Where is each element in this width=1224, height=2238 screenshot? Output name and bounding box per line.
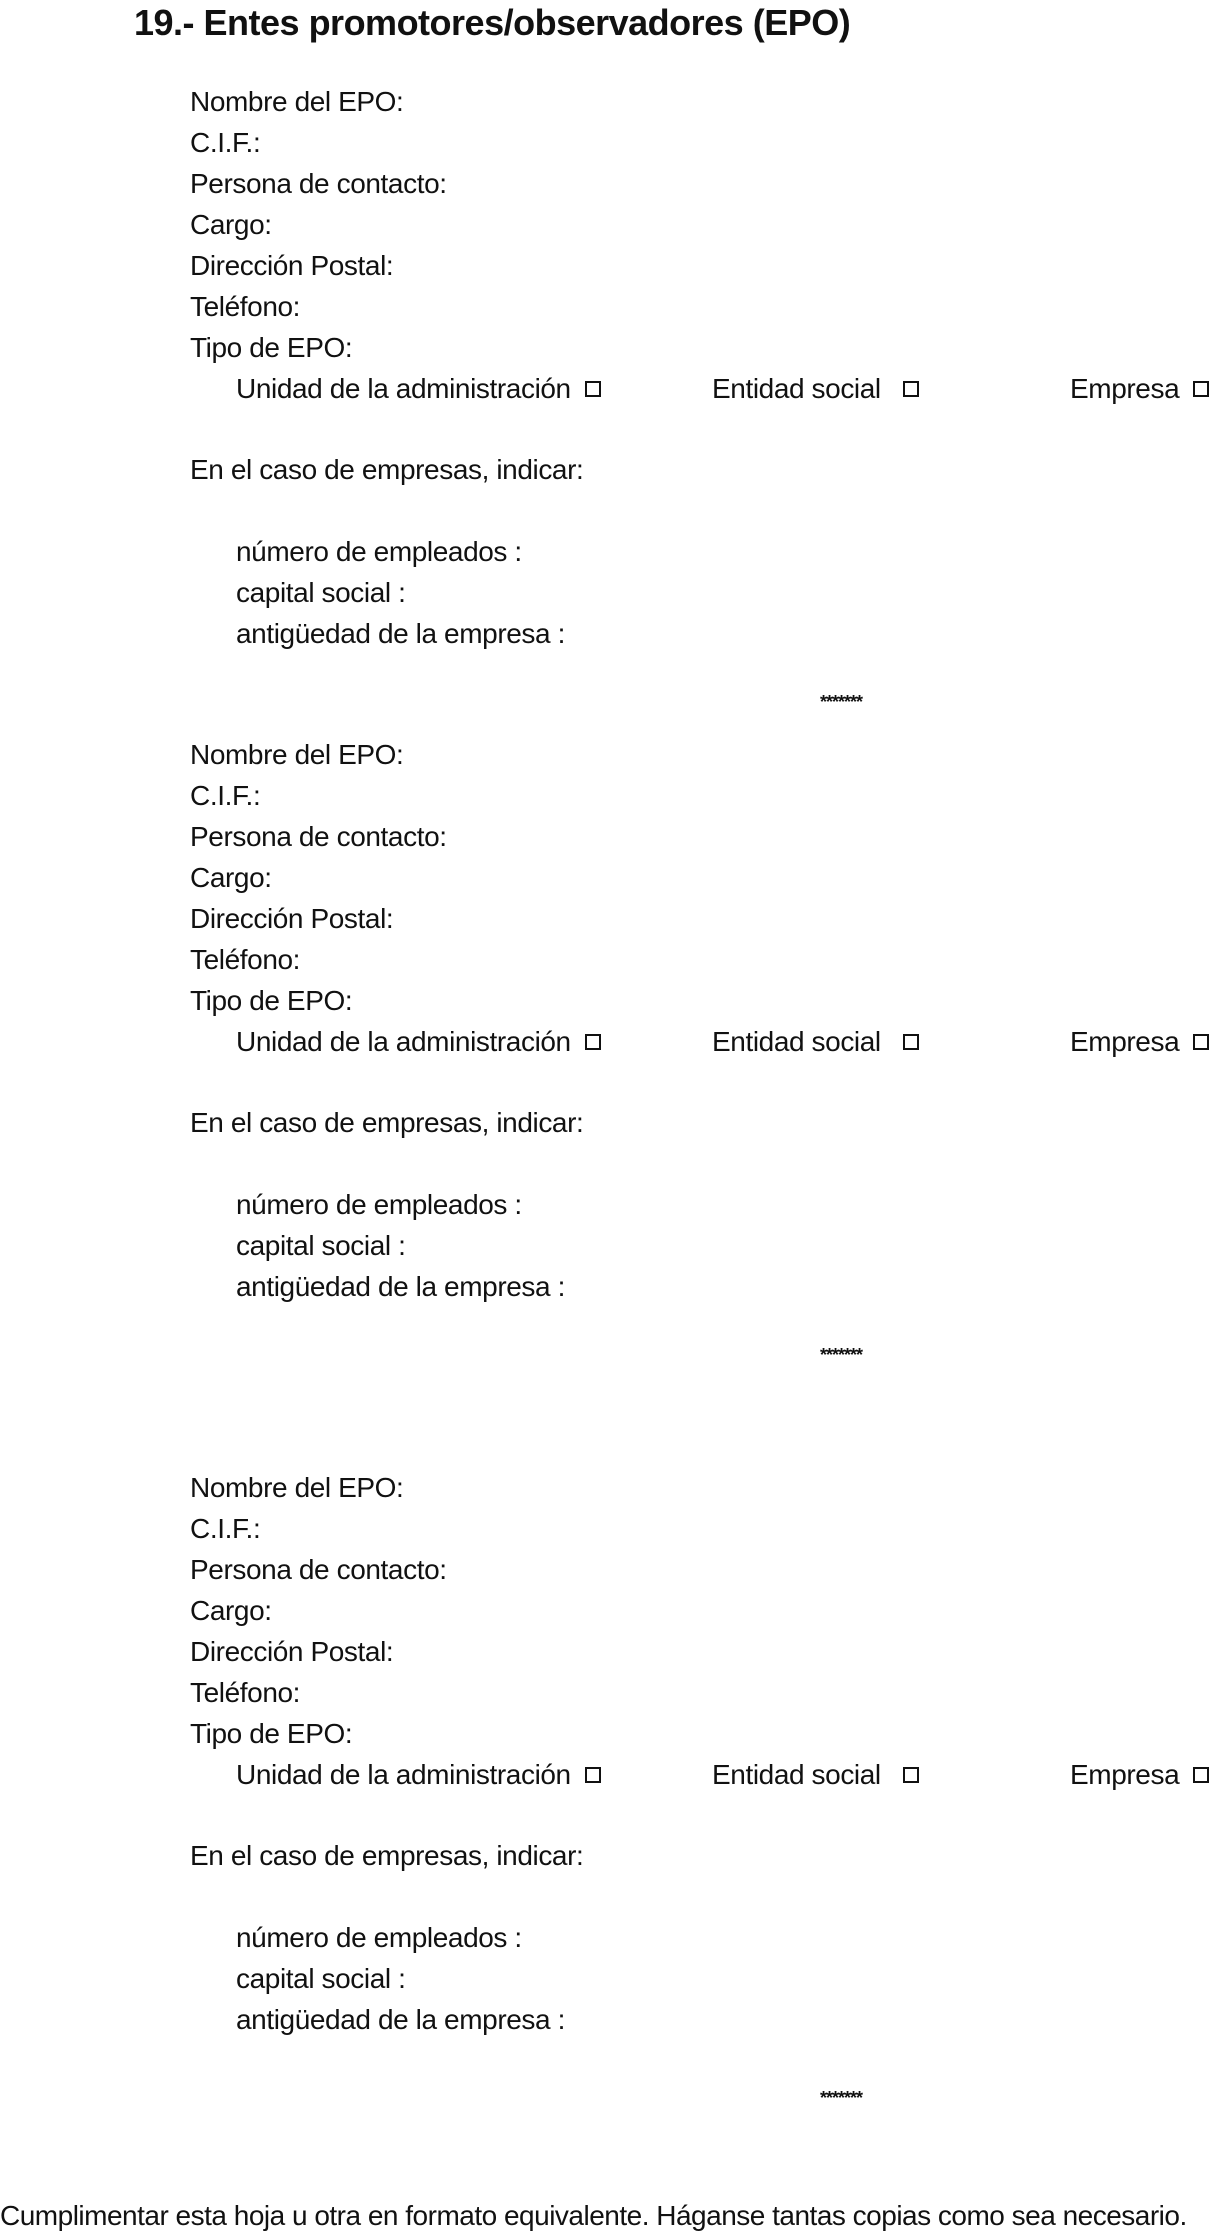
option-unidad-administracion[interactable] [236,1028,601,1056]
option-empresa-label: Empresa [1070,373,1180,404]
separator-stars: ******* [820,2088,863,2108]
field-cargo: Cargo: [190,1595,272,1626]
empresas-note: En el caso de empresas, indicar: [190,1107,584,1138]
checkbox-empresa[interactable] [1193,1767,1209,1783]
field-nombre: Nombre del EPO: [190,1472,404,1503]
field-tipo-epo: Tipo de EPO: [190,332,353,363]
field-tipo-epo: Tipo de EPO: [190,985,353,1016]
option-entidad-social[interactable] [712,1028,919,1056]
field-cargo: Cargo: [190,209,272,240]
option-unidad-label: Unidad de la administración [236,373,571,404]
field-direccion-postal: Dirección Postal: [190,1636,394,1667]
field-numero-empleados: número de empleados : [236,1922,522,1953]
footer-note: Cumplimentar esta hoja u otra en formato equivalente. Háganse tantas copias como sea necesario. [0,2200,1187,2231]
field-antiguedad-empresa: antigüedad de la empresa : [236,618,565,649]
checkbox-empresa[interactable] [1193,1034,1209,1050]
option-entidad-social[interactable] [712,375,919,403]
checkbox-unidad[interactable] [585,1034,601,1050]
field-capital-social: capital social : [236,1230,406,1261]
option-unidad-label: Unidad de la administración [236,1026,571,1057]
field-telefono: Teléfono: [190,291,301,322]
field-capital-social: capital social : [236,577,406,608]
epo-section-2 [0,741,1224,1381]
option-empresa-label: Empresa [1070,1026,1180,1057]
epo-section-3 [0,1474,1224,2114]
option-entidad-label: Entidad social [712,1759,881,1790]
option-empresa[interactable] [1070,375,1209,403]
checkbox-empresa[interactable] [1193,381,1209,397]
field-cif: C.I.F.: [190,127,261,158]
field-antiguedad-empresa: antigüedad de la empresa : [236,1271,565,1302]
empresas-note: En el caso de empresas, indicar: [190,1840,584,1871]
separator-stars: ******* [820,1345,863,1365]
field-tipo-epo: Tipo de EPO: [190,1718,353,1749]
page-title: 19.- Entes promotores/observadores (EPO) [134,2,851,43]
checkbox-unidad[interactable] [585,1767,601,1783]
field-cif: C.I.F.: [190,1513,261,1544]
option-unidad-administracion[interactable] [236,375,601,403]
option-empresa-label: Empresa [1070,1759,1180,1790]
field-nombre: Nombre del EPO: [190,739,404,770]
field-nombre: Nombre del EPO: [190,86,404,117]
field-numero-empleados: número de empleados : [236,536,522,567]
field-antiguedad-empresa: antigüedad de la empresa : [236,2004,565,2035]
checkbox-entidad[interactable] [903,1034,919,1050]
field-telefono: Teléfono: [190,1677,301,1708]
option-empresa[interactable] [1070,1761,1209,1789]
field-numero-empleados: número de empleados : [236,1189,522,1220]
option-empresa[interactable] [1070,1028,1209,1056]
option-unidad-label: Unidad de la administración [236,1759,571,1790]
option-entidad-label: Entidad social [712,373,881,404]
field-cargo: Cargo: [190,862,272,893]
field-cif: C.I.F.: [190,780,261,811]
field-telefono: Teléfono: [190,944,301,975]
checkbox-entidad[interactable] [903,1767,919,1783]
field-persona-contacto: Persona de contacto: [190,1554,447,1585]
field-persona-contacto: Persona de contacto: [190,821,447,852]
checkbox-unidad[interactable] [585,381,601,397]
epo-section-1 [0,88,1224,728]
option-entidad-social[interactable] [712,1761,919,1789]
separator-stars: ******* [820,692,863,712]
checkbox-entidad[interactable] [903,381,919,397]
field-direccion-postal: Dirección Postal: [190,250,394,281]
field-direccion-postal: Dirección Postal: [190,903,394,934]
option-entidad-label: Entidad social [712,1026,881,1057]
empresas-note: En el caso de empresas, indicar: [190,454,584,485]
field-capital-social: capital social : [236,1963,406,1994]
option-unidad-administracion[interactable] [236,1761,601,1789]
field-persona-contacto: Persona de contacto: [190,168,447,199]
